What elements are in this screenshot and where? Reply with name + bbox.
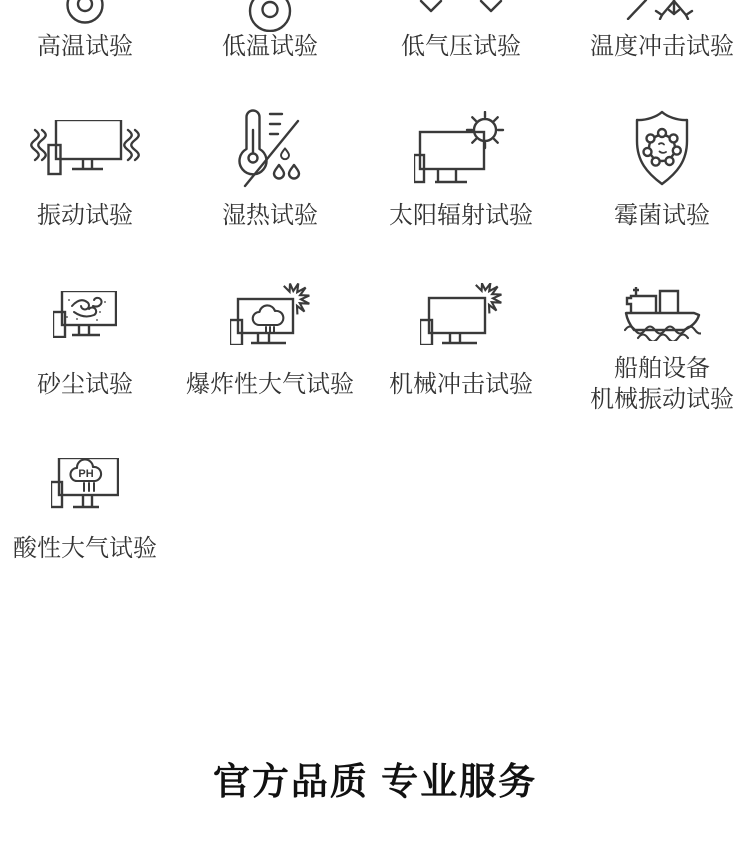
- service-label: [547, 353, 750, 415]
- snowflake-slash-icon: [567, 0, 750, 34]
- service-label: 砂尘试验: [37, 371, 133, 398]
- service-item-sand-dust: [0, 278, 180, 448]
- thermometer-bulb-icon: [0, 0, 180, 34]
- thermometer-bulb-icon: [175, 0, 365, 34]
- service-label-line2: 机械振动试验: [590, 386, 734, 413]
- service-label: 霉菌试验: [614, 202, 710, 229]
- ph-label: PH: [78, 468, 94, 480]
- service-label: 太阳辐射试验: [389, 202, 533, 229]
- service-label: 机械冲击试验: [389, 371, 533, 398]
- service-label: 爆炸性大气试验: [186, 371, 354, 398]
- monitor-explosion-cloud-icon: [175, 278, 365, 350]
- service-item-mechanical-shock: [366, 278, 556, 448]
- service-label: 温度冲击试验: [590, 33, 734, 60]
- service-label: 湿热试验: [222, 202, 318, 229]
- service-label-line1: 船舶设备: [614, 355, 710, 382]
- ship-waves-icon: [567, 278, 750, 350]
- footer-slogan: 官方品质 专业服务: [212, 761, 538, 802]
- service-item-explosive-atmosphere: [175, 278, 365, 448]
- service-label: 低气压试验: [401, 33, 521, 60]
- service-label: 振动试验: [37, 202, 133, 229]
- service-item-vibration: [0, 100, 180, 270]
- service-item-acidic-atmosphere: [0, 448, 180, 618]
- monitor-impact-burst-icon: [366, 278, 556, 350]
- service-label: 酸性大气试验: [13, 535, 157, 562]
- service-item-solar-radiation: [366, 100, 556, 270]
- service-label: 高温试验: [37, 33, 133, 60]
- service-label: 低温试验: [222, 33, 318, 60]
- monitor-wind-icon: [0, 278, 180, 350]
- shield-germ-icon: [567, 100, 750, 195]
- down-arrows-icon: [366, 0, 556, 34]
- service-item-damp-heat: [175, 100, 365, 270]
- monitor-vibration-icon: [0, 100, 180, 195]
- monitor-ph-cloud-icon: [0, 448, 180, 520]
- thermometer-droplets-icon: [175, 100, 365, 195]
- monitor-sun-icon: [366, 100, 556, 195]
- service-item-mold: [567, 100, 750, 270]
- service-item-ship-equipment: [567, 278, 750, 448]
